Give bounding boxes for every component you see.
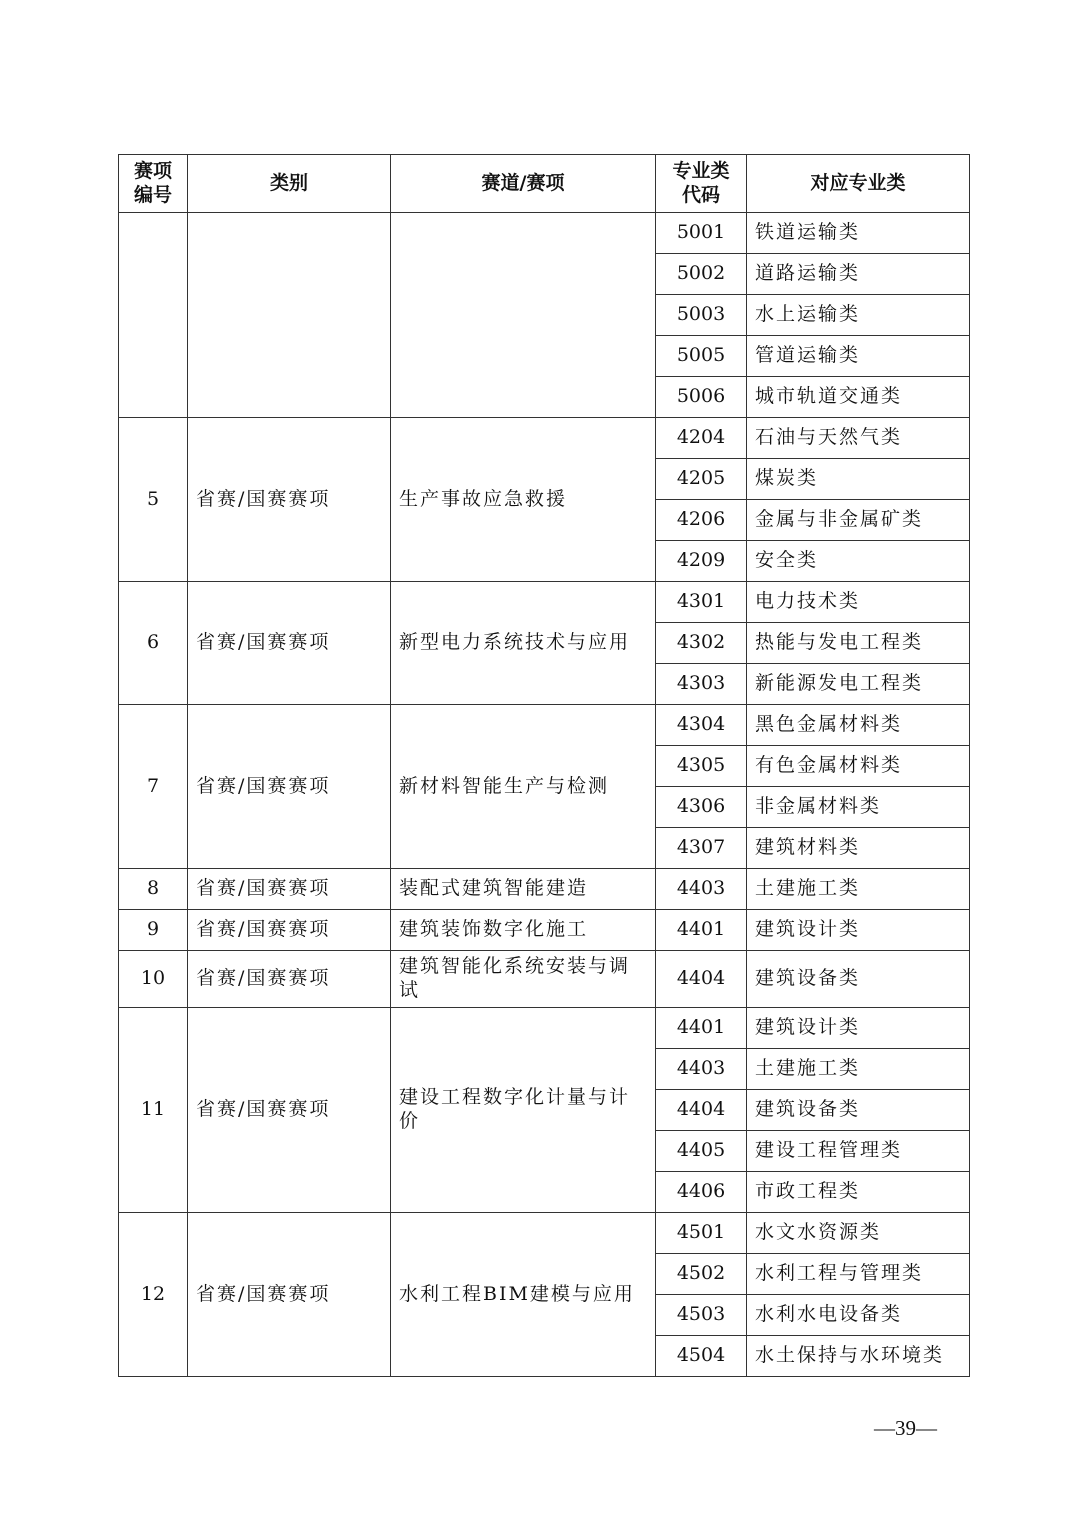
cell-track: 新材料智能生产与检测 xyxy=(391,705,656,869)
cell-category: 省赛/国赛赛项 xyxy=(188,910,391,951)
cell-major: 土建施工类 xyxy=(747,1049,970,1090)
header-category: 类别 xyxy=(188,155,391,213)
cell-major: 建筑材料类 xyxy=(747,828,970,869)
table-row xyxy=(119,951,970,1008)
cell-major: 非金属材料类 xyxy=(747,787,970,828)
header-code: 专业类代码 xyxy=(656,155,747,213)
cell-no: 10 xyxy=(119,951,188,1008)
cell-major: 建筑设备类 xyxy=(747,951,970,1008)
table-row xyxy=(119,705,970,746)
cell-major: 黑色金属材料类 xyxy=(747,705,970,746)
cell-major: 电力技术类 xyxy=(747,582,970,623)
cell-major: 道路运输类 xyxy=(747,254,970,295)
cell-major: 建设工程管理类 xyxy=(747,1131,970,1172)
cell-no: 6 xyxy=(119,582,188,705)
cell-code: 4503 xyxy=(656,1295,747,1336)
cell-code: 4504 xyxy=(656,1336,747,1377)
cell-code: 5001 xyxy=(656,213,747,254)
cell-major: 有色金属材料类 xyxy=(747,746,970,787)
cell-track: 生产事故应急救援 xyxy=(391,418,656,582)
cell-category xyxy=(188,213,391,418)
cell-major: 石油与天然气类 xyxy=(747,418,970,459)
cell-track: 建筑装饰数字化施工 xyxy=(391,910,656,951)
page-number: —39— xyxy=(874,1416,937,1440)
cell-code: 4206 xyxy=(656,500,747,541)
cell-code: 4305 xyxy=(656,746,747,787)
cell-category: 省赛/国赛赛项 xyxy=(188,869,391,910)
cell-category: 省赛/国赛赛项 xyxy=(188,705,391,869)
cell-track: 新型电力系统技术与应用 xyxy=(391,582,656,705)
cell-code: 4306 xyxy=(656,787,747,828)
cell-code: 4501 xyxy=(656,1213,747,1254)
cell-code: 4303 xyxy=(656,664,747,705)
cell-category: 省赛/国赛赛项 xyxy=(188,582,391,705)
cell-major: 水利水电设备类 xyxy=(747,1295,970,1336)
cell-code: 5005 xyxy=(656,336,747,377)
cell-no: 9 xyxy=(119,910,188,951)
cell-no: 7 xyxy=(119,705,188,869)
cell-major: 水土保持与水环境类 xyxy=(747,1336,970,1377)
cell-no: 11 xyxy=(119,1008,188,1213)
cell-major: 建筑设备类 xyxy=(747,1090,970,1131)
cell-major: 煤炭类 xyxy=(747,459,970,500)
table-row xyxy=(119,1213,970,1254)
cell-major: 水利工程与管理类 xyxy=(747,1254,970,1295)
cell-code: 4307 xyxy=(656,828,747,869)
cell-category: 省赛/国赛赛项 xyxy=(188,418,391,582)
cell-track: 建设工程数字化计量与计价 xyxy=(391,1008,656,1213)
cell-major: 水文水资源类 xyxy=(747,1213,970,1254)
table-row xyxy=(119,1008,970,1049)
cell-no xyxy=(119,213,188,418)
header-no: 赛项编号 xyxy=(119,155,188,213)
cell-code: 4401 xyxy=(656,910,747,951)
cell-track: 水利工程BIM建模与应用 xyxy=(391,1213,656,1377)
cell-track xyxy=(391,213,656,418)
header-row xyxy=(119,155,970,213)
cell-category: 省赛/国赛赛项 xyxy=(188,1008,391,1213)
cell-major: 城市轨道交通类 xyxy=(747,377,970,418)
cell-code: 4405 xyxy=(656,1131,747,1172)
table-row xyxy=(119,213,970,254)
cell-track: 建筑智能化系统安装与调试 xyxy=(391,951,656,1008)
cell-major: 安全类 xyxy=(747,541,970,582)
table-row xyxy=(119,910,970,951)
cell-code: 4406 xyxy=(656,1172,747,1213)
cell-major: 新能源发电工程类 xyxy=(747,664,970,705)
cell-code: 4403 xyxy=(656,1049,747,1090)
cell-code: 4403 xyxy=(656,869,747,910)
table-row xyxy=(119,869,970,910)
cell-major: 管道运输类 xyxy=(747,336,970,377)
cell-code: 4204 xyxy=(656,418,747,459)
table-body xyxy=(119,213,970,1377)
cell-major: 金属与非金属矿类 xyxy=(747,500,970,541)
cell-code: 4209 xyxy=(656,541,747,582)
cell-category: 省赛/国赛赛项 xyxy=(188,951,391,1008)
cell-no: 8 xyxy=(119,869,188,910)
header-track: 赛道/赛项 xyxy=(391,155,656,213)
cell-major: 土建施工类 xyxy=(747,869,970,910)
cell-major: 建筑设计类 xyxy=(747,910,970,951)
cell-code: 4205 xyxy=(656,459,747,500)
cell-major: 水上运输类 xyxy=(747,295,970,336)
cell-no: 5 xyxy=(119,418,188,582)
competition-table xyxy=(118,154,970,1377)
cell-code: 4502 xyxy=(656,1254,747,1295)
table-row xyxy=(119,582,970,623)
cell-code: 4304 xyxy=(656,705,747,746)
cell-major: 热能与发电工程类 xyxy=(747,623,970,664)
cell-category: 省赛/国赛赛项 xyxy=(188,1213,391,1377)
cell-major: 建筑设计类 xyxy=(747,1008,970,1049)
cell-code: 4301 xyxy=(656,582,747,623)
cell-major: 铁道运输类 xyxy=(747,213,970,254)
cell-code: 4404 xyxy=(656,951,747,1008)
table-row xyxy=(119,418,970,459)
cell-code: 5006 xyxy=(656,377,747,418)
cell-track: 装配式建筑智能建造 xyxy=(391,869,656,910)
cell-code: 4404 xyxy=(656,1090,747,1131)
cell-code: 5002 xyxy=(656,254,747,295)
cell-code: 5003 xyxy=(656,295,747,336)
cell-code: 4302 xyxy=(656,623,747,664)
cell-major: 市政工程类 xyxy=(747,1172,970,1213)
cell-no: 12 xyxy=(119,1213,188,1377)
header-major: 对应专业类 xyxy=(747,155,970,213)
cell-code: 4401 xyxy=(656,1008,747,1049)
